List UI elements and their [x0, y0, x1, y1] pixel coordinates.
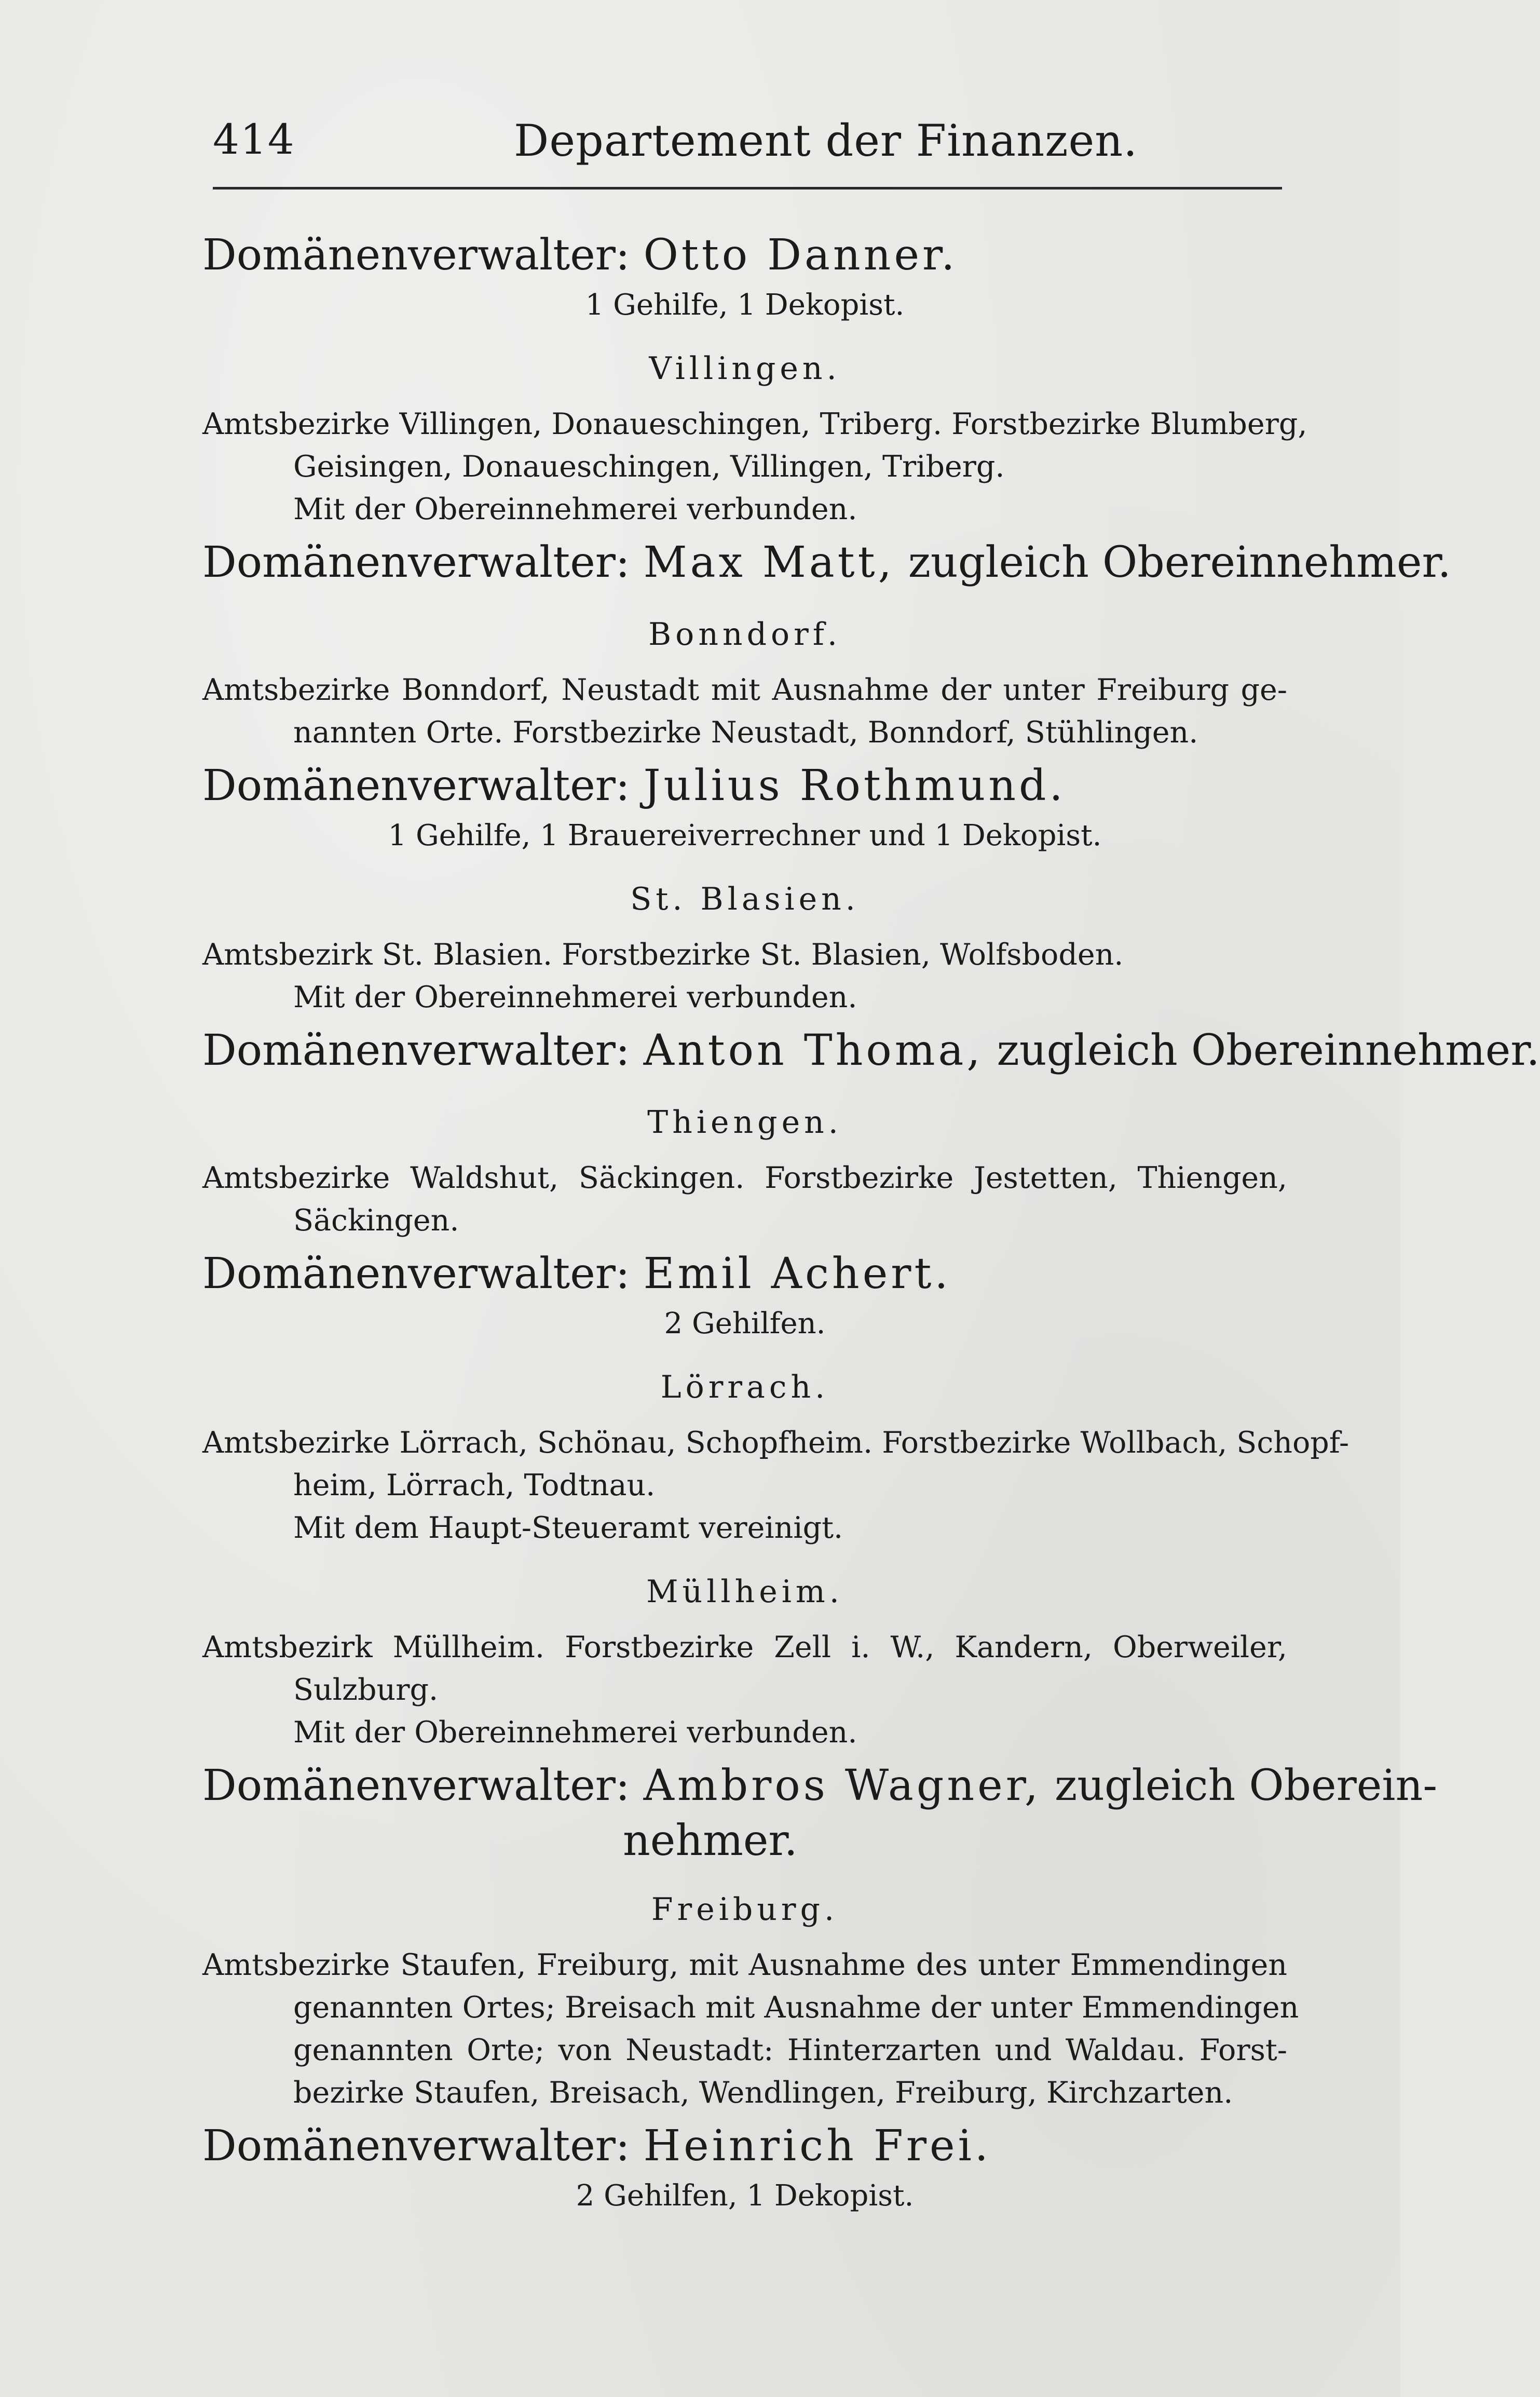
official-line [202, 1245, 1287, 1303]
district-line: heim, Lörrach, Todtnau. [293, 1468, 656, 1502]
official-name: Heinrich Frei. [643, 2121, 991, 2171]
district-text [202, 669, 1287, 754]
note-line: Mit der Obereinnehmerei verbunden. [293, 492, 857, 526]
official-line [202, 757, 1287, 815]
district-line: Amtsbezirke Lörrach, Schönau, Schopfheim. Forstbezirke Wollbach, Schopf- [202, 1426, 1350, 1460]
district-text [202, 403, 1307, 488]
district-line: Amtsbezirke Villingen, Donaueschingen, Triberg. Forstbezirke Blumberg, [202, 407, 1307, 441]
official-line [202, 534, 1451, 592]
official-label: Domänenverwalter: [202, 538, 630, 587]
official-name: Max Matt, [643, 538, 895, 587]
district-text [202, 1944, 1299, 2114]
district-line: bezirke Staufen, Breisach, Wendlingen, Freiburg, Kirchzarten. [293, 2076, 1233, 2110]
district-line: Amtsbezirke Staufen, Freiburg, mit Ausnahme des unter Emmendingen [202, 1948, 1287, 1982]
entry-loerrach [202, 1364, 1350, 1549]
official-extra: zugleich Obereinnehmer. [997, 1026, 1540, 1075]
official-label: Domänenverwalter: [202, 231, 630, 280]
official-continuation: nehmer. [623, 1816, 798, 1865]
entry-otto-danner [202, 226, 1287, 326]
place-heading: Freiburg. [651, 1891, 839, 1928]
district-line: genannten Ortes; Breisach mit Ausnahme der unter Emmendingen [293, 1990, 1299, 2025]
official-label: Domänenverwalter: [202, 1026, 630, 1075]
entry-bonndorf [202, 612, 1287, 857]
page-header [213, 115, 1282, 178]
district-line: Geisingen, Donaueschingen, Villingen, Triberg. [293, 450, 1005, 484]
page-content [202, 223, 1540, 2217]
official-name: Emil Achert. [643, 1249, 951, 1298]
note-line: Mit dem Haupt-Steueramt vereinigt. [293, 1511, 843, 1545]
official-line [202, 1757, 1438, 1815]
entry-st-blasien [202, 876, 1540, 1080]
district-line: Amtsbezirke Bonndorf, Neustadt mit Ausnahme der unter Freiburg ge- [202, 673, 1287, 707]
district-text [202, 1157, 1287, 1242]
district-line: Amtsbezirk St. Blasien. Forstbezirke St. Blasien, Wolfsboden. [202, 938, 1124, 972]
official-name: Ambros Wagner, [643, 1761, 1041, 1810]
page-number: 414 [213, 115, 295, 164]
official-line [202, 226, 1287, 285]
official-label: Domänenverwalter: [202, 1249, 630, 1298]
official-line [202, 1022, 1540, 1080]
official-label: Domänenverwalter: [202, 2121, 630, 2171]
district-text [202, 1626, 1287, 1711]
official-line [202, 2117, 1287, 2175]
running-title: Departement der Finanzen. [514, 115, 1138, 166]
district-line: nannten Orte. Forstbezirke Neustadt, Bonndorf, Stühlingen. [293, 715, 1198, 750]
district-line: Säckingen. [293, 1203, 459, 1238]
district-line: Sulzburg. [293, 1673, 439, 1707]
entry-thiengen [202, 1100, 1287, 1345]
note-line: Mit der Obereinnehmerei verbunden. [293, 980, 857, 1014]
official-label: Domänenverwalter: [202, 1761, 630, 1810]
district-text [202, 933, 1287, 976]
official-name: Julius Rothmund. [643, 761, 1066, 810]
official-label: Domänenverwalter: [202, 761, 630, 810]
note-line: Mit der Obereinnehmerei verbunden. [293, 1715, 857, 1750]
entry-villingen [202, 346, 1451, 592]
district-text [202, 1421, 1350, 1507]
official-extra: zugleich Oberein- [1055, 1761, 1438, 1810]
district-line: genannten Orte; von Neustadt: Hinterzarten und Waldau. Forst- [293, 2033, 1287, 2067]
place-heading: St. Blasien. [630, 881, 860, 917]
place-heading: Bonndorf. [648, 616, 841, 653]
staff-line: 1 Gehilfe, 1 Brauereiverrechner und 1 Dekopist. [388, 819, 1102, 852]
entry-freiburg [202, 1887, 1299, 2217]
place-heading: Lörrach. [660, 1369, 829, 1405]
staff-line: 2 Gehilfen. [664, 1307, 826, 1340]
header-rule [213, 187, 1282, 189]
district-line: Amtsbezirke Waldshut, Säckingen. Forstbezirke Jestetten, Thiengen, [202, 1161, 1287, 1195]
place-heading: Villingen. [649, 350, 841, 387]
place-heading: Müllheim. [646, 1574, 843, 1610]
official-name: Anton Thoma, [643, 1026, 984, 1075]
staff-line: 1 Gehilfe, 1 Dekopist. [585, 288, 905, 322]
entry-muellheim [202, 1569, 1438, 1867]
staff-line: 2 Gehilfen, 1 Dekopist. [576, 2179, 914, 2213]
place-heading: Thiengen. [647, 1104, 842, 1141]
official-extra: zugleich Obereinnehmer. [908, 538, 1451, 587]
official-name: Otto Danner. [643, 231, 958, 280]
district-line: Amtsbezirk Müllheim. Forstbezirke Zell i. W., Kandern, Oberweiler, [202, 1630, 1287, 1664]
